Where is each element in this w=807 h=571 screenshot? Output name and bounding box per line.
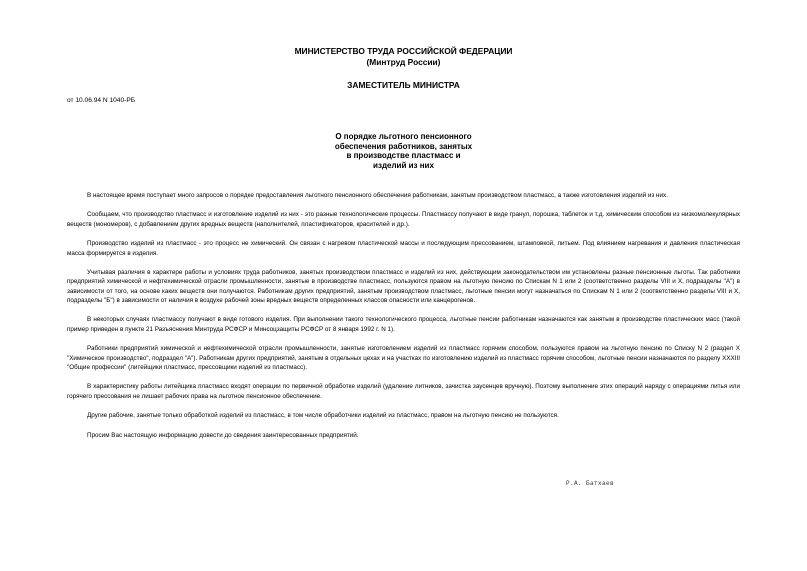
title-line: обеспечения работников, занятых bbox=[334, 141, 473, 151]
paragraph: В некоторых случаях пластмассу получают в виде готового изделия. При выполнении такого технологического процесса, льготные пенсии работникам назначаются как занятым в производстве пластических масс (такой пример приведен в пункте 21 Разъяснения Минтруда РСФСР и Минсоцзащиты РСФСР от 8 января 1992 г. N 1). bbox=[67, 316, 740, 333]
paragraph: Учитывая различия в характере работы и условиях труда работников, занятых производством пластмасс и изделий из них, действующим законодательством им установлены разные пенсионные льготы. Так работники предприятий химической и нефтехимической отрасли промышленности, занятые в производстве пластмасс, пользуются правом на льготную пенсию по Спискам N 1 или 2 (соответственно разделы VIII и X, подразделы "А") в зависимости от того, на основе каких веществ они получаются. Работникам других предприятий, занятым производством пластмасс, льготные пенсии могут назначаться по Спискам N 1 или 2 (соответственно разделы VIII и X, подразделы "Б") в зависимости от наличия в воздухе рабочей зоны вредных веществ определенных классов опасности или канцерогенов. bbox=[67, 269, 740, 304]
document-body bbox=[67, 191, 740, 450]
paragraph: Работники предприятий химической и нефтехимической отрасли промышленности, занятые изготовлением изделий из пластмасс горячим способом, пользуются правом на льготную пенсию по Списку N 2 (раздел X "Химическое производство", подраздел "А"). Работникам других предприятий, занятым в отдельных цехах и на участках по изготовлению изделий из пластмасс горячим способом, льготные пенсии назначаются по разделу XXXIII "Общие профессии" (литейщики пластмасс, прессовщики изделий из пластмасс). bbox=[67, 345, 740, 371]
paragraph: Сообщаем, что производство пластмасс и изготовление изделий из них - это разные технологические процессы. Пластмассу получают в виде гранул, порошка, таблеток и т.д. химическим способом из низкомолекулярных веществ (мономеров), с добавлением других вредных веществ (наполнителей, пластификаторов, красителей и др.). bbox=[67, 211, 740, 228]
ministry-short-name: (Минтруд России) bbox=[366, 57, 441, 67]
paragraph: В настоящее время поступает много запросов о порядке предоставления льготного пенсионного обеспечения работникам, занятым производством пластмасс, а также изготовления изделий из них. bbox=[87, 192, 668, 199]
signatory-position: ЗАМЕСТИТЕЛЬ МИНИСТРА bbox=[347, 80, 460, 90]
ministry-name: МИНИСТЕРСТВО ТРУДА РОССИЙСКОЙ ФЕДЕРАЦИИ bbox=[294, 46, 513, 56]
paragraph: Производство изделий из пластмасс - это процесс не химический. Он связан с нагревом пластической массы и последующим прессованием, штамповкой, литьем. Под влиянием нагревания и давления пластическая масса формируется в изделия. bbox=[67, 240, 740, 257]
document-title bbox=[0, 132, 807, 170]
document-reference: от 10.06.94 N 1040-РБ bbox=[67, 97, 136, 104]
title-line: О порядке льготного пенсионного bbox=[335, 132, 472, 141]
paragraph: Другие рабочие, занятые только обработкой изделий из пластмасс, в том числе обработчики изделий из пластмасс, правом на льготную пенсию не пользуются. bbox=[87, 412, 559, 420]
signature: Р.А. Батхаев bbox=[566, 480, 615, 487]
paragraph: Просим Вас настоящую информацию довести до сведения заинтересованных предприятий. bbox=[87, 431, 359, 439]
title-line: изделий из них bbox=[373, 160, 434, 170]
paragraph: В характеристику работы литейщика пластмасс входят операции по первичной обработке изделий (удаление литников, зачистка заусенцев вручную). Поэтому выполнение этих операций наряду с операциями литья или горячего прессования не лишает рабочих права на льготное пенсионное обеспечение. bbox=[67, 383, 740, 400]
title-line: в производстве пластмасс и bbox=[346, 151, 461, 161]
